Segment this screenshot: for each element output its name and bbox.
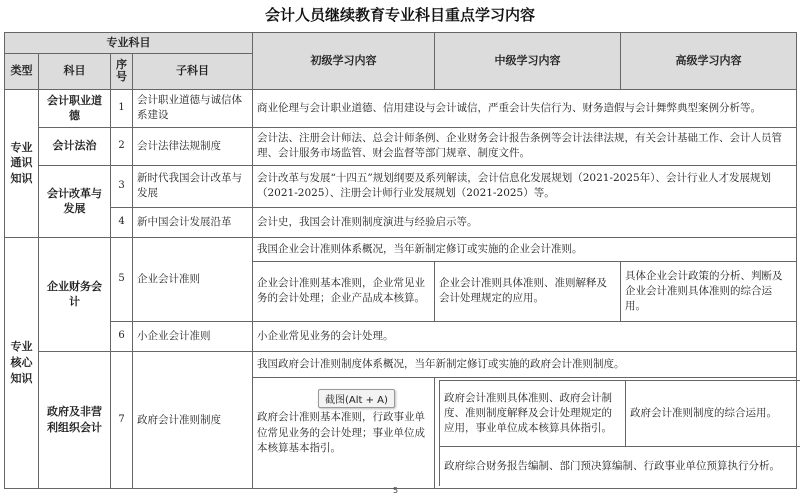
subitem-cell: 政府会计准则制度 bbox=[133, 351, 253, 489]
content-advanced-cell: 政府会计准则制度的综合运用。 bbox=[626, 380, 800, 446]
content-intermediate-cell: 企业会计准则具体准则、准则解释及会计处理规定的应用。 bbox=[435, 261, 621, 321]
subitem-cell: 企业会计准则 bbox=[133, 237, 253, 321]
header-advanced: 高级学习内容 bbox=[621, 33, 797, 90]
header-type: 类型 bbox=[5, 53, 39, 89]
subitem-cell: 会计法律法规制度 bbox=[133, 127, 253, 165]
header-row-1 bbox=[5, 33, 797, 54]
table-row bbox=[5, 207, 797, 237]
content-advanced-cell: 具体企业会计政策的分析、判断及企业会计准则具体准则的综合运用。 bbox=[621, 261, 797, 321]
seq-cell: 1 bbox=[111, 89, 133, 127]
seq-cell: 3 bbox=[111, 165, 133, 207]
subject-cell: 会计职业道德 bbox=[39, 89, 111, 127]
table-row bbox=[5, 127, 797, 165]
table-row bbox=[5, 165, 797, 207]
subitem-cell: 新中国会计发展沿革 bbox=[133, 207, 253, 237]
nested-table bbox=[439, 380, 800, 487]
seq-cell: 2 bbox=[111, 127, 133, 165]
content-cell: 会计法、注册会计师法、总会计师条例、企业财务会计报告条例等会计法律法规，有关会计基础工作、会计人员管理、会计服务市场监管、财会监督等部门规章、制度文件。 bbox=[253, 127, 797, 165]
header-seq: 序号 bbox=[111, 53, 133, 89]
table-row bbox=[5, 351, 797, 377]
nested-content-cell bbox=[435, 377, 797, 489]
header-intermediate: 中级学习内容 bbox=[435, 33, 621, 90]
subitem-cell: 会计职业道德与诚信体系建设 bbox=[133, 89, 253, 127]
content-beginner-cell: 政府会计准则基本准则，行政事业单位常见业务的会计处理；事业单位成本核算基本指引。 bbox=[253, 377, 435, 489]
seq-cell: 5 bbox=[111, 237, 133, 321]
content-cell: 商业伦理与会计职业道德、信用建设与会计诚信，严重会计失信行为、财务造假与会计舞弊典型案例分析等。 bbox=[253, 89, 797, 127]
content-beginner-cell: 企业会计准则基本准则，企业常见业务的会计处理；企业产品成本核算。 bbox=[253, 261, 435, 321]
seq-cell: 4 bbox=[111, 207, 133, 237]
content-cell: 小企业常见业务的会计处理。 bbox=[253, 321, 797, 351]
content-shared-cell: 政府综合财务报告编制、部门预决算编制、行政事业单位预算执行分析。 bbox=[440, 446, 800, 486]
table-row bbox=[5, 321, 797, 351]
header-subject: 科目 bbox=[39, 53, 111, 89]
subitem-cell: 小企业会计准则 bbox=[133, 321, 253, 351]
content-cell: 会计史，我国会计准则制度演进与经验启示等。 bbox=[253, 207, 797, 237]
subitem-cell: 新时代我国会计改革与发展 bbox=[133, 165, 253, 207]
header-group: 专业科目 bbox=[5, 33, 253, 54]
header-beginner: 初级学习内容 bbox=[253, 33, 435, 90]
subject-cell: 企业财务会计 bbox=[39, 237, 111, 351]
curriculum-table bbox=[4, 32, 797, 489]
content-intermediate-cell: 政府会计准则具体准则、政府会计制度、准则制度解释及会计处理规定的应用，事业单位成本核算具体指引。 bbox=[440, 380, 626, 446]
table-row bbox=[5, 89, 797, 127]
screenshot-tooltip: 截图(Alt + A) bbox=[318, 389, 395, 408]
subject-cell: 政府及非营利组织会计 bbox=[39, 351, 111, 489]
subject-cell: 会计改革与发展 bbox=[39, 165, 111, 237]
type-cell: 专业通识知识 bbox=[5, 89, 39, 237]
content-common-cell: 我国政府会计准则制度体系概况，当年新制定修订或实施的政府会计准则制度。 bbox=[253, 351, 797, 377]
header-subitem: 子科目 bbox=[133, 53, 253, 89]
content-cell: 会计改革与发展“十四五”规划纲要及系列解读，会计信息化发展规划（2021-2025年）、会计行业人才发展规划（2021-2025）、注册会计师行业发展规划（2021-2025）等。 bbox=[253, 165, 797, 207]
subject-cell: 会计法治 bbox=[39, 127, 111, 165]
page-title: 会计人员继续教育专业科目重点学习内容 bbox=[264, 6, 535, 24]
page-number: 5 bbox=[393, 486, 399, 495]
table-row bbox=[5, 237, 797, 261]
seq-cell: 6 bbox=[111, 321, 133, 351]
seq-cell: 7 bbox=[111, 351, 133, 489]
content-common-cell: 我国企业会计准则体系概况，当年新制定修订或实施的企业会计准则。 bbox=[253, 237, 797, 261]
type-cell: 专业核心知识 bbox=[5, 237, 39, 489]
